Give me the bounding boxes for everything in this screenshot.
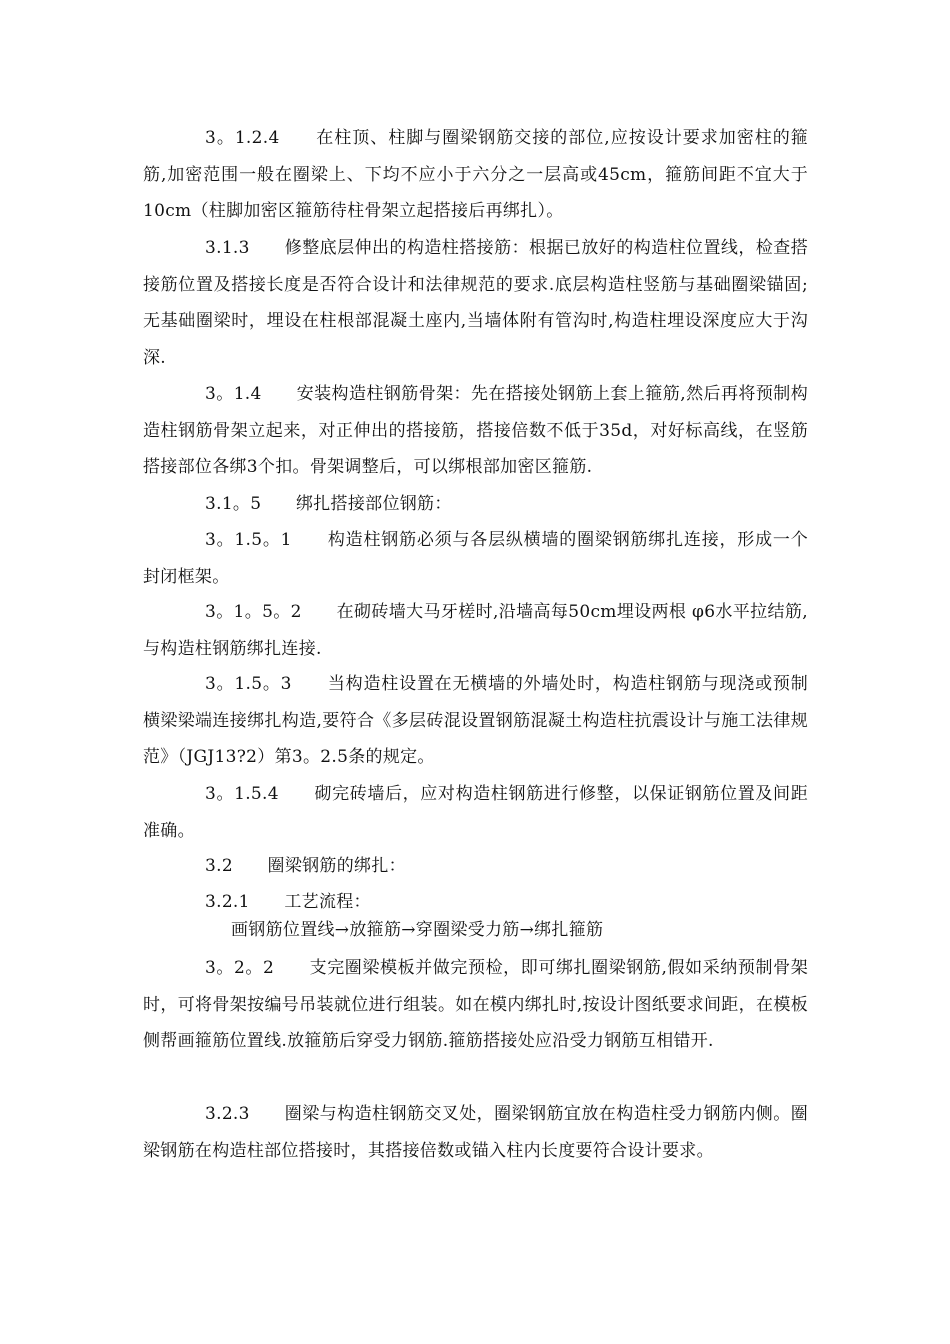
paragraph-3-1-2-4: 3。1.2.4 在柱顶、柱脚与圈梁钢筋交接的部位,应按设计要求加密柱的箍筋,加密范围一般在圈梁上、下均不应小于六分之一层高或45cm，箍筋间距不宜大于10cm（柱脚加密区箍筋待柱骨架立起搭接后再绑扎）。 [143, 128, 808, 221]
paragraph-3-1-5-1: 3。1.5。1 构造柱钢筋必须与各层纵横墙的圈梁钢筋绑扎连接，形成一个封闭框架。 [143, 530, 808, 587]
paragraph-3-2-2: 3。2。2 支完圈梁模板并做完预检，即可绑扎圈梁钢筋,假如采纳预制骨架时，可将骨架按编号吊装就位进行组装。如在模内绑扎时,按设计图纸要求间距，在模板侧帮画箍筋位置线.放箍筋后穿受力钢筋.箍筋搭接处应沿受力钢筋互相错开. [143, 958, 808, 1051]
paragraph-3-1-5-2: 3。1。5。2 在砌砖墙大马牙槎时,沿墙高每50cm埋设两根 φ6水平拉结筋,与构造柱钢筋绑扎连接. [143, 602, 808, 659]
paragraph-3-1-5-4: 3。1.5.4 砌完砖墙后，应对构造柱钢筋进行修整，以保证钢筋位置及间距准确。 [143, 784, 808, 841]
process-flow: 画钢筋位置线→放箍筋→穿圈梁受力筋→绑扎箍筋 [231, 920, 604, 940]
paragraph-3-2-3: 3.2.3 圈梁与构造柱钢筋交叉处，圈梁钢筋宜放在构造柱受力钢筋内侧。圈梁钢筋在构造柱部位搭接时，其搭接倍数或锚入柱内长度要符合设计要求。 [143, 1104, 808, 1161]
paragraph-3-2: 3.2 圈梁钢筋的绑扎： [205, 856, 406, 876]
paragraph-3-1-5: 3.1。5 绑扎搭接部位钢筋： [205, 494, 452, 514]
paragraph-3-1-3: 3.1.3 修整底层伸出的构造柱搭接筋：根据已放好的构造柱位置线，检查搭接筋位置及搭接长度是否符合设计和法律规范的要求.底层构造柱竖筋与基础圈梁锚固;无基础圈梁时，埋设在柱根部混凝土座内,当墙体附有管沟时,构造柱埋设深度应大于沟深. [143, 238, 808, 368]
paragraph-3-1-4: 3。1.4 安装构造柱钢筋骨架：先在搭接处钢筋上套上箍筋,然后再将预制构造柱钢筋骨架立起来，对正伸出的搭接筋，搭接倍数不低于35d，对好标高线，在竖筋搭接部位各绑3个扣。骨架调整后，可以绑根部加密区箍筋. [143, 384, 808, 477]
paragraph-3-1-5-3: 3。1.5。3 当构造柱设置在无横墙的外墙处时，构造柱钢筋与现浇或预制横梁梁端连接绑扎构造,要符合《多层砖混设置钢筋混凝土构造柱抗震设计与施工法律规范》（JGJ13?2）第3。2.5条的规定。 [143, 674, 808, 767]
paragraph-3-2-1: 3.2.1 工艺流程： [205, 892, 371, 912]
